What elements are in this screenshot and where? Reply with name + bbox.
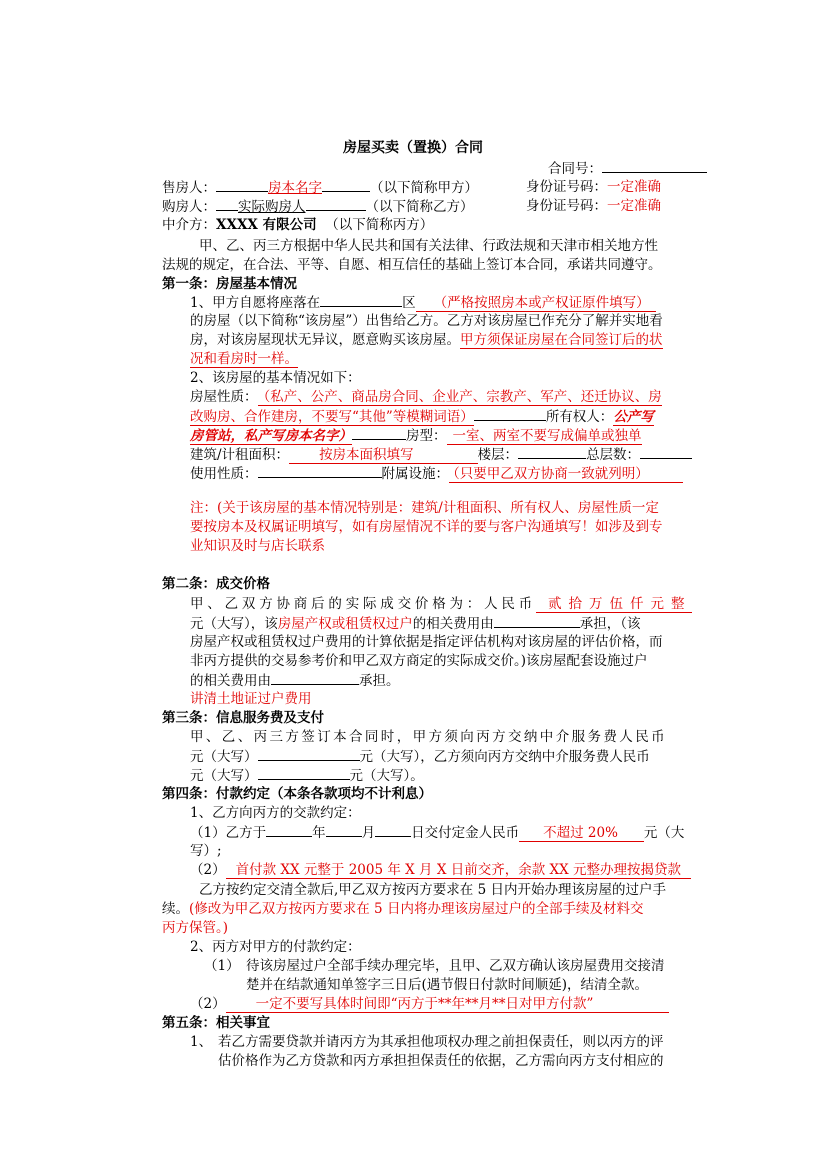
art5-item-1-num: 1、 xyxy=(190,1034,213,1050)
deposit-day-field[interactable] xyxy=(375,822,411,837)
area-row: 建筑/计租面积： 按房本面积填写 楼层： 总层数： xyxy=(190,444,692,464)
transfer-amend-note: (修改为甲乙双方按丙方要求在 5 日内将办理该房屋过户的全部手续及材料交 xyxy=(189,901,644,917)
owner-row: 改购房、合作建房，不要写“其他”等模糊词语） 所有权人：公产写 xyxy=(190,406,654,426)
art2-line-5: 的相关费用由 承担。 xyxy=(190,670,400,690)
seller-id-row xyxy=(526,177,661,197)
art4-item-2-1-num: （1） xyxy=(204,958,240,974)
buyer-row xyxy=(162,196,474,216)
deposit-row: （1）乙方于 年 月 日交付定金人民币 不超过 20% 元（大 xyxy=(190,822,684,842)
contract-number-row xyxy=(548,158,707,178)
article-3-heading: 第三条：信息服务费及支付 xyxy=(162,710,324,726)
art3-line-3: 元（大写） 元（大写）。 xyxy=(190,765,424,785)
room-type-row: 房管站，私产写房本名字） 房型： 一室、两室不要写成偏单或独单 xyxy=(190,425,642,445)
art1-line-4 xyxy=(190,349,298,369)
seller-fee-field[interactable] xyxy=(258,746,360,761)
art2-note: 讲清土地证过户费用 xyxy=(190,691,312,707)
contract-number-field[interactable] xyxy=(602,158,707,173)
property-nature-note-end: 改购房、合作建房，不要写“其他”等模糊词语） xyxy=(190,409,474,425)
art1-line-3: 房，对该房屋现状无异议，愿意购买该房屋。甲方须保证房屋在合同签订后的状 xyxy=(190,332,663,348)
seller-row xyxy=(162,177,478,197)
art4-item-2-1: 待该房屋过户全部手续办理完毕，且甲、乙双方确认该房屋费用交接清 xyxy=(246,958,665,974)
art1-line-2: 的房屋（以下简称“该房屋”）出售给乙方。乙方对该房屋已作充分了解并实地看 xyxy=(190,313,663,329)
payment-row: （2） 首付款 XX 元整于 2005 年 X 月 X 日前交齐，余款 XX 元整办理按揭贷款 xyxy=(190,860,691,880)
buyer-label: 购房人： xyxy=(162,199,216,215)
page-title: 房屋买卖（置换）合同 xyxy=(343,140,483,156)
facility-note[interactable]: （只要甲乙双方协商一致就列明） xyxy=(449,466,683,483)
usage-row: 使用性质： 附属设施： （只要甲乙双方协商一致就列明） xyxy=(190,463,683,483)
transfer-amend-note-end: 丙方保管。) xyxy=(162,920,229,936)
property-nature-row: 房屋性质： （私产、公产、商品房合同、企业产、宗教产、军产、还迁协议、房 xyxy=(190,389,662,405)
intro-line-1: 甲、乙、丙三方根据中华人民共和国有关法律、行政法规和天津市相关地方性 xyxy=(199,238,658,254)
seller-payment-note[interactable]: 一定不要写具体时间即“丙方于**年**月**日对甲方付款” xyxy=(226,996,670,1013)
buyer-id-row xyxy=(526,196,661,216)
art2-price-row: 甲、乙双方协商后的实际成交价格为：人民币 贰拾万伍仟元整 xyxy=(190,596,692,612)
floor-field[interactable] xyxy=(518,444,586,459)
art3-line-1: 甲、乙、丙三方签订本合同时，甲方须向丙方交纳中介服务费人民币 xyxy=(190,729,667,745)
buyer-id-label: 身份证号码： xyxy=(526,198,607,214)
art5-line-1: 若乙方需要贷款并请丙方为其承担他项权办理之前担保责任，则以丙方的评 xyxy=(218,1034,664,1050)
deposit-row-end: 写）; xyxy=(190,843,222,859)
art4-item-2: 2、丙方对甲方的付款约定： xyxy=(190,939,361,955)
art4-item-1: 1、乙方向丙方的交款约定： xyxy=(190,805,361,821)
area-note[interactable]: 按房本面积填写 xyxy=(289,447,478,464)
usage-field[interactable] xyxy=(258,463,382,478)
owner-note-end: 房管站，私产写房本名字） xyxy=(190,428,352,444)
payment-schedule-note[interactable]: 首付款 XX 元整于 2005 年 X 月 X 日前交齐，余款 XX 元整办理按揭贷款 xyxy=(226,862,691,879)
buyer-id-note[interactable]: 一定准确 xyxy=(607,198,661,214)
art1-guarantee-note-end: 况和看房时一样。 xyxy=(190,351,298,367)
district-field[interactable] xyxy=(320,292,402,307)
deposit-year-field[interactable] xyxy=(266,822,312,837)
total-floors-field[interactable] xyxy=(640,444,692,459)
room-type-note[interactable]: 一室、两室不要写成偏单或独单 xyxy=(447,428,642,445)
buyer-name[interactable]: 实际购房人 xyxy=(238,199,306,215)
seller-name[interactable]: 房本名字 xyxy=(268,180,322,196)
intro-line-2: 法规的规定，在合法、平等、自愿、相互信任的基础上签订本合同，承诺共同遵守。 xyxy=(162,257,662,273)
seller-id-note[interactable]: 一定准确 xyxy=(607,179,661,195)
property-nature-note[interactable]: （私产、公产、商品房合同、企业产、宗教产、军产、还迁协议、房 xyxy=(258,389,662,406)
art5-line-2: 估价格作为乙方贷款和丙方承担担保责任的依据，乙方需向丙方支付相应的 xyxy=(218,1053,664,1069)
price-amount[interactable]: 贰拾万伍仟元整 xyxy=(536,596,692,613)
buyer-fee-field[interactable] xyxy=(258,765,350,780)
transfer-fee-payer-field[interactable] xyxy=(494,613,580,628)
art4-item-2-1-cont: 楚并在结款通知单签字三日后(遇节假日付款时间顺延)，结清全款。 xyxy=(246,977,649,993)
deposit-month-field[interactable] xyxy=(326,822,362,837)
art2-line-4: 非丙方提供的交易参考价和甲乙双方商定的实际成交价。)该房屋配套设施过户 xyxy=(190,653,648,669)
seller-payment-row: （2） 一定不要写具体时间即“丙方于**年**月**日对甲方付款” xyxy=(190,994,669,1014)
agent-row xyxy=(162,215,433,235)
seller-label: 售房人： xyxy=(162,180,216,196)
art1-guarantee-note: 甲方须保证房屋在合同签订后的状 xyxy=(460,332,663,348)
article-4-heading: 第四条：付款约定（本条各款项均不计利息） xyxy=(162,786,432,802)
art2-line-2: 元（大写），该房屋产权或租赁权过户的相关费用由 承担，（该 xyxy=(190,613,641,633)
art1-location-row: 1、甲方自愿将座落在 区 （严格按照房本或产权证原件填写） xyxy=(190,292,656,312)
agent-name: XXXX 有限公司 xyxy=(216,217,317,233)
deposit-note[interactable]: 不超过 20% xyxy=(519,825,644,842)
article-1-heading: 第一条：房屋基本情况 xyxy=(162,276,297,292)
address-note[interactable]: （严格按照房本或产权证原件填写） xyxy=(416,295,656,312)
art4-line-transfer-2: 续。(修改为甲乙双方按丙方要求在 5 日内将办理该房屋过户的全部手续及材料交 xyxy=(162,901,644,917)
article-2-heading: 第二条：成交价格 xyxy=(162,576,270,592)
seller-suffix: （以下简称甲方） xyxy=(370,180,478,196)
art1-warning-2: 要按房本及权属证明填写，如有房屋情况不详的要与客户沟通填写！如涉及到专 xyxy=(190,519,663,535)
agent-label: 中介方： xyxy=(162,217,216,233)
art2-line-3: 房屋产权或租赁权过户费用的计算依据是指定评估机构对该房屋的评估价格，而 xyxy=(190,634,663,650)
agent-suffix: （以下简称丙方） xyxy=(325,217,434,233)
seller-id-label: 身份证号码： xyxy=(526,179,607,195)
art1-warning-3: 业知识及时与店长联系 xyxy=(190,538,325,554)
facility-fee-payer-field[interactable] xyxy=(271,670,359,685)
art4-line-transfer: 乙方按约定交清全款后,甲乙双方按丙方要求在 5 日内开始办理该房屋的过户手 xyxy=(199,882,666,898)
transfer-type-note: 房屋产权或租赁权过户 xyxy=(277,616,413,632)
art1-warning-1: 注：(关于该房屋的基本情况特别是：建筑/计租面积、所有权人、房屋性质一定 xyxy=(190,500,659,516)
art1-item-2: 2、该房屋的基本情况如下： xyxy=(190,370,361,386)
art3-line-2: 元（大写） 元（大写），乙方须向丙方交纳中介服务费人民币 xyxy=(190,746,650,766)
contract-number-label: 合同号： xyxy=(548,161,602,177)
owner-note[interactable]: 公产写 xyxy=(613,409,654,425)
buyer-suffix: （以下简称乙方） xyxy=(365,199,474,215)
article-5-heading: 第五条：相关事宜 xyxy=(162,1015,270,1031)
